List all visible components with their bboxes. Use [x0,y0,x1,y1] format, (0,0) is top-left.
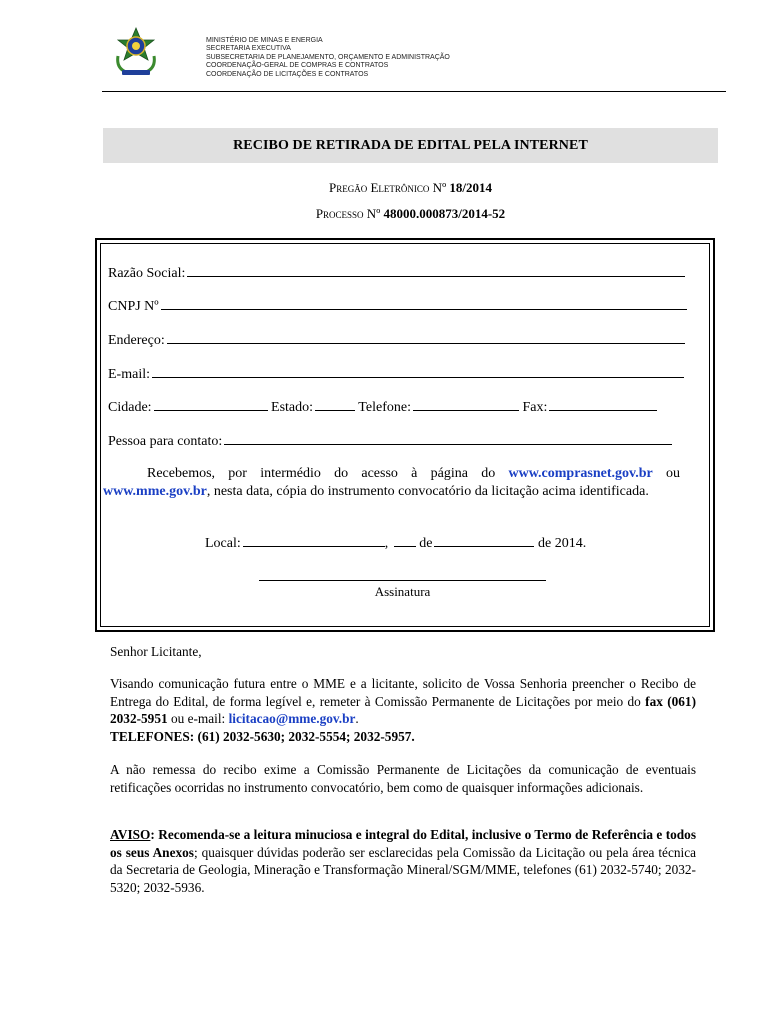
email-text: ou e-mail: [170,711,226,726]
cnpj-blank[interactable] [161,297,687,310]
notice-paragraph: A não remessa do recibo exime a Comissão Permanente de Licitações da comunicação de eventuais retificações ocorridas no instrumento convocatório, bem como de quaisquer informações adicionais. [110,762,696,795]
comprasnet-link[interactable]: www.comprasnet.gov.br [508,466,653,481]
cnpj-label: CNPJ Nº [108,299,159,314]
processo-number: 48000.000873/2014-52 [383,206,506,221]
aviso-label: AVISO [110,827,151,842]
header-line: SUBSECRETARIA DE PLANEJAMENTO, ORÇAMENTO E ADMINISTRAÇÃO [206,53,450,61]
month-blank[interactable] [434,534,534,547]
aviso-paragraph [110,826,696,896]
pessoa-contato-blank[interactable] [224,432,672,445]
signature-label: Assinatura [374,584,431,599]
instructions-paragraph [110,675,696,745]
date-de-label: de [419,536,433,551]
pregao-label: Pregão Eletrônico Nº [329,180,447,195]
cidade-blank[interactable] [154,398,268,411]
receipt-or: ou [666,466,681,481]
header-line: COORDENAÇÃO-GERAL DE COMPRAS E CONTRATOS [206,62,389,70]
fax-blank[interactable] [549,398,657,411]
signature-line[interactable] [259,580,546,581]
endereco-field[interactable] [108,331,685,349]
receipt-text-2: , nesta data, cópia do instrumento convocatório da licitação acima identificada. [206,484,649,499]
day-blank[interactable] [394,534,416,547]
telefone-label: Telefone: [358,400,411,415]
estado-blank[interactable] [315,398,355,411]
local-blank[interactable] [243,534,385,547]
header-line: COORDENAÇÃO DE LICITAÇÕES E CONTRATOS [206,70,369,78]
endereco-blank[interactable] [167,331,685,344]
razao-social-blank[interactable] [187,264,685,277]
header-institution-lines [206,37,450,79]
pessoa-contato-field[interactable] [108,432,672,450]
instructions-text: Visando comunicação futura entre o MME e a licitante, solicito de Vossa Senhoria preencher o Recibo de Entrega do Edital, de forma legível e, remeter à Comissão Permanente de Licitações por meio do [110,676,696,709]
document-title: RECIBO DE RETIRADA DE EDITAL PELA INTERNET [103,128,718,163]
phones-line: TELEFONES: (61) 2032-5630; 2032-5554; 2032-5957. [110,728,415,744]
fax-label: Fax: [522,400,548,415]
email-blank[interactable] [152,365,684,378]
razao-social-field[interactable] [108,264,685,282]
email-label: E-mail: [108,367,150,382]
estado-label: Estado: [271,400,314,415]
fax-number: fax (061) 2032-5951 [110,693,696,726]
email-field[interactable] [108,365,684,383]
cidade-row [108,398,657,416]
endereco-label: Endereço: [108,333,165,348]
header-line: SECRETARIA EXECUTIVA [206,45,291,53]
processo-label: Processo Nº [315,206,381,221]
header-line: MINISTÉRIO DE MINAS E ENERGIA [206,37,323,44]
local-label: Local: [205,536,241,551]
telefone-blank[interactable] [413,398,519,411]
cnpj-field[interactable] [108,297,687,315]
licitacao-email-link[interactable]: licitacao@mme.gov.br [228,711,356,726]
razao-social-label: Razão Social: [108,266,186,281]
local-date-line: Local: , de de 2014. [205,536,587,551]
cidade-label: Cidade: [108,400,152,415]
receipt-text-1: Recebemos, por intermédio do acesso à página do [147,466,496,481]
aviso-text: ; quaisquer dúvidas poderão ser esclarecidas pela Comissão da Licitação ou pela área técnica da Secretaria de Geologia, Mineração e Transformação Mineral/SGM/MME, telefones (61) 2032-5740; 2032-5320; 2032-5936. [110,844,696,895]
processo-line [103,206,718,222]
receipt-statement [103,465,680,501]
greeting: Senhor Licitante, [110,644,202,659]
year-label: de 2014. [537,536,587,551]
header-divider [102,91,726,92]
brazil-coat-of-arms-icon [112,26,160,78]
pessoa-contato-label: Pessoa para contato: [108,434,223,449]
mme-link[interactable]: www.mme.gov.br [103,484,207,499]
aviso-bold-text: : Recomenda-se a leitura minuciosa e integral do Edital, inclusive o Termo de Referência e todos os seus Anexos [110,827,696,860]
period: . [355,711,359,726]
pregao-line [103,180,718,196]
pregao-number: 18/2014 [449,180,492,195]
